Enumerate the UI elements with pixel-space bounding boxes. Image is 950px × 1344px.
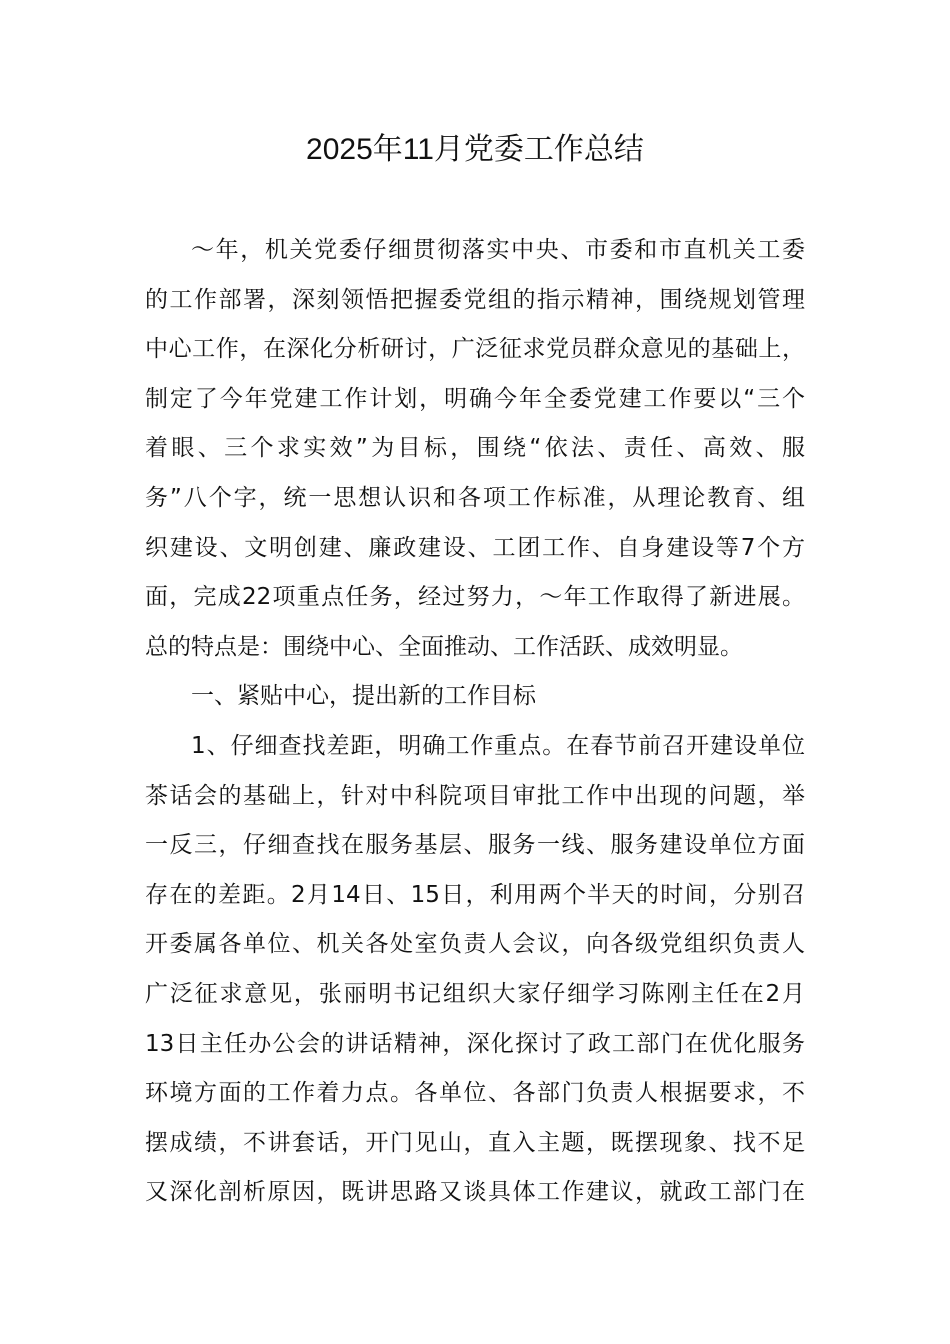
paragraph-line: 广泛征求意见，张丽明书记组织大家仔细学习陈刚主任在2月 <box>145 980 805 1007</box>
paragraph-line: 存在的差距。2月14日、15日，利用两个半天的时间，分别召 <box>145 881 805 908</box>
paragraph-line: 总的特点是：围绕中心、全面推动、工作活跃、成效明显。 <box>145 633 743 660</box>
paragraph-line: 摆成绩，不讲套话，开门见山，直入主题，既摆现象、找不足 <box>145 1129 805 1156</box>
document-title: 2025年11月党委工作总结 <box>306 133 644 166</box>
paragraph-line: 的工作部署，深刻领悟把握委党组的指示精神，围绕规划管理 <box>145 286 805 313</box>
paragraph-line: 一反三，仔细查找在服务基层、服务一线、服务建设单位方面 <box>145 832 805 859</box>
paragraph-line: 开委属各单位、机关各处室负责人会议，向各级党组织负责人 <box>145 931 805 958</box>
paragraph-line: 着眼、三个求实效”为目标，围绕“依法、责任、高效、服 <box>145 435 805 462</box>
paragraph-line: 面，完成22项重点任务，经过努力，～年工作取得了新进展。 <box>145 584 805 611</box>
paragraph-line: 13日主任办公会的讲话精神，深化探讨了政工部门在优化服务 <box>145 1030 805 1057</box>
paragraph-line: 环境方面的工作着力点。各单位、各部门负责人根据要求，不 <box>145 1080 805 1107</box>
paragraph-line: 茶话会的基础上，针对中科院项目审批工作中出现的问题，举 <box>145 782 805 809</box>
paragraph-line: 制定了今年党建工作计划，明确今年全委党建工作要以“三个 <box>145 385 805 412</box>
paragraph-line: 织建设、文明创建、廉政建设、工团工作、自身建设等7个方 <box>145 534 805 561</box>
paragraph-line: 又深化剖析原因，既讲思路又谈具体工作建议，就政工部门在 <box>145 1179 805 1206</box>
paragraph-line: 中心工作，在深化分析研讨，广泛征求党员群众意见的基础上， <box>145 336 805 363</box>
paragraph-line: 1、仔细查找差距，明确工作重点。在春节前召开建设单位 <box>191 732 805 759</box>
paragraph-line: 务”八个字，统一思想认识和各项工作标准，从理论教育、组 <box>145 484 805 511</box>
document-body <box>145 226 805 1218</box>
section-heading: 一、紧贴中心，提出新的工作目标 <box>191 683 536 710</box>
paragraph-line: ～年，机关党委仔细贯彻落实中央、市委和市直机关工委 <box>191 237 805 263</box>
